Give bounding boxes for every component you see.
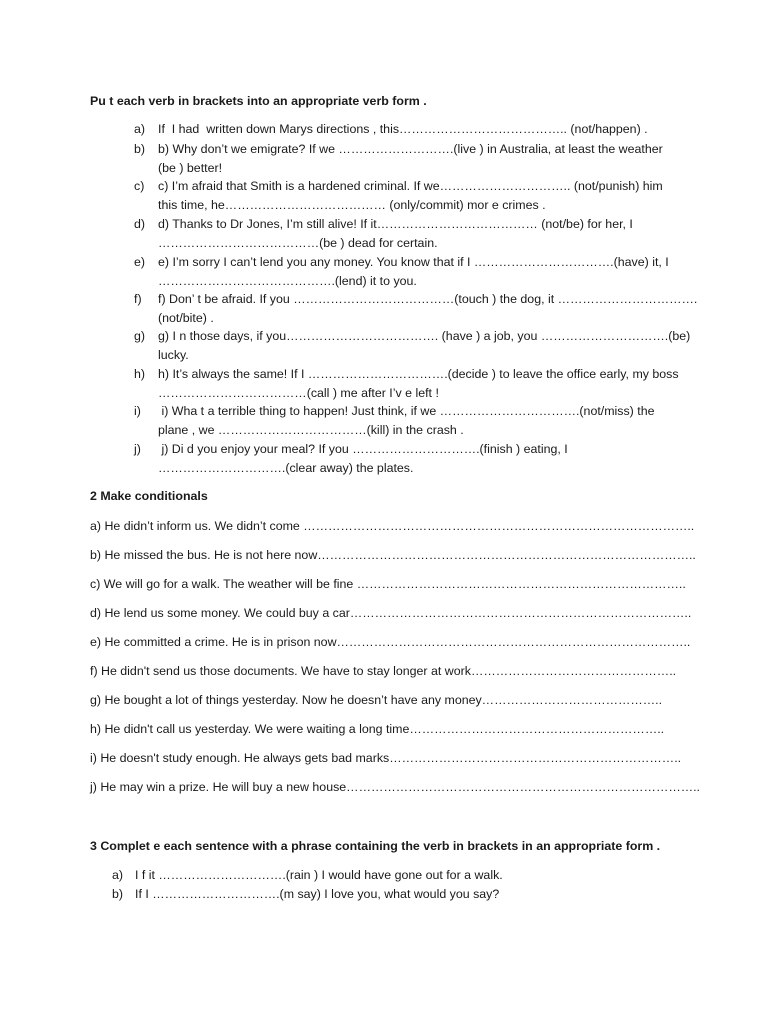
list-item: j) He may win a prize. He will buy a new house………………………………………………………………………….. (90, 780, 701, 794)
list-item: i) He doesn't study enough. He always gets bad marks…………………………………………………………….. (90, 751, 682, 765)
list-item: g) He bought a lot of things yesterday. Now he doesn’t have any money…………………………………….. (90, 693, 663, 707)
list-item: b) He missed the bus. He is not here now……………………………………………………………………………….. (90, 548, 696, 562)
exercise-1-heading: Pu t each verb in brackets into an appropriate verb form . (90, 94, 427, 108)
list-item: a) He didn’t inform us. We didn’t come ………………………………………………………………………………….. (90, 519, 695, 533)
list-item: f) He didn't send us those documents. We have to stay longer at work………………………………………….. (90, 664, 677, 678)
exercise-3-heading: 3 Complet e each sentence with a phrase containing the verb in brackets in an appropriate form . (90, 839, 661, 853)
list-item: e) He committed a crime. He is in prison now………………………………………………………………………….. (90, 635, 691, 649)
list-item: h) He didn't call us yesterday. We were waiting a long time…………………………………………………….. (90, 722, 665, 736)
exercise-2-heading: 2 Make conditionals (90, 489, 208, 503)
list-item: c) We will go for a walk. The weather will be fine …………………………………………………………………….. (90, 577, 686, 591)
list-item: d) He lend us some money. We could buy a car……………………………………………………………………….. (90, 606, 692, 620)
